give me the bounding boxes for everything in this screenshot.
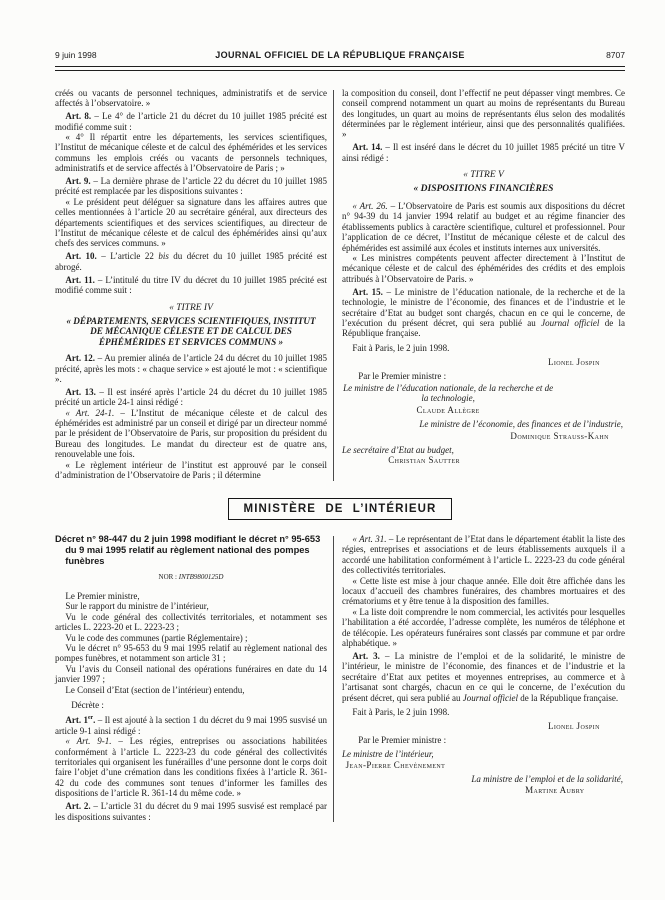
signatory-name: Claude Allègre [416, 404, 480, 415]
journal-title: JOURNAL OFFICIEL DE LA RÉPUBLIQUE FRANÇAISE [215, 50, 465, 60]
signatory-name: Martine Aubry [525, 785, 585, 796]
signatory-role: Le ministre de l’économie, des finances et de l’industrie, [419, 419, 623, 430]
fait-a-paris: Fait à Paris, le 2 juin 1998. [352, 706, 450, 717]
visa-paragraph: Vu le code des communes (partie Réglementaire) ; [65, 632, 248, 643]
article-24-1: « Art. 24-1. – L’Institut de mécanique céleste et de calcul des éphémérides est administré par un conseil et dirigé par un directeur nommé par le président de l’Observatoire de Paris, sur proposition du président du Bureau des longitudes. Le mandat du directeur est de quatre ans, renouvelable une fois. [55, 407, 327, 460]
bottom-section [55, 534, 625, 822]
article-9-1: « Art. 9-1. – Les régies, entreprises ou associations habilitées conformément à l’article L. 2223-23 du code général des collectivités territoriales qui organisent les funérailles d’une personne dont le corps doit faire l’objet d’une crémation dans les conditions fixées à l’article R. 361-42 du code des communes sont tenues d’informer les familles des dispositions de l’article R. 361-14 du même code. » [55, 736, 327, 799]
ministry-banner [228, 498, 453, 520]
body-paragraph: Sur le rapport du ministre de l’intérieur, [65, 601, 209, 612]
fait-a-paris: Fait à Paris, le 2 juin 1998. [352, 342, 450, 353]
signatory-name: Lionel Jospin [548, 721, 600, 732]
signatory-name: Dominique Strauss-Kahn [510, 430, 609, 441]
signatory-role: La ministre de l’emploi et de la solidarité, [471, 773, 623, 784]
premier-ministre-byline: Par le Premier ministre : [358, 370, 447, 381]
article-13: Art. 13. – Il est inséré après l’article 24 du décret du 10 juillet 1985 précité un article 24-1 ainsi rédigé : [55, 386, 327, 408]
article-14: Art. 14. – Il est inséré dans le décret du 10 juillet 1985 précité un titre V ainsi rédigé : [342, 142, 625, 163]
decrete-line: Décrète : [71, 700, 104, 710]
signatory-role: Le ministre de l’intérieur, [342, 749, 434, 760]
continuation-paragraph: la composition du conseil, dont l’effectif ne peut dépasser vingt membres. Ce conseil comprend notamment un quart au moins de représentants du Bureau des longitudes, un quart au moins de représentants élus selon des modalités déterminées par le règlement intérieur, ainsi que des personnalités qualifiées. » [342, 87, 625, 140]
page-number: 8707 [606, 50, 625, 60]
signatory-role: Le ministre de l’éducation nationale, de la recherche et de la technologie, [343, 382, 554, 404]
signatory-name: Jean-Pierre Chevènement [345, 759, 446, 770]
article-1: Art. 1er. – Il est ajouté à la section 1 du décret du 9 mai 1995 susvisé un article 9-1 ainsi rédigé : [55, 715, 327, 736]
article-2: Art. 2. – L’article 31 du décret du 9 mai 1995 susvisé est remplacé par les dispositions suivantes : [55, 801, 327, 822]
column-divider [333, 536, 334, 822]
quoted-paragraph: « Le président peut déléguer sa signature dans les affaires autres que celles mentionnées à l’article 20 au secrétaire général, aux directeurs des départements scientifiques et des services scientifiques, au directeur de l’Institut de mécanique céleste et de calcul des éphémérides ainsi qu’aux chefs des services communs. » [55, 196, 327, 249]
quoted-paragraph: « Les ministres compétents peuvent affecter directement à l’Institut de mécanique céleste et de calcul des éphémérides des crédits et des emplois attribués à l’Observatoire de Paris. » [342, 252, 625, 284]
body-paragraph: Le Premier ministre, [65, 590, 140, 601]
signatory-role: Le secrétaire d’Etat au budget, [342, 444, 454, 455]
top-right-column [342, 88, 625, 481]
visa-paragraph: Vu le code général des collectivités territoriales, et notamment ses articles L. 2223-20 et L. 2223-23 ; [55, 611, 327, 633]
article-26: « Art. 26. – L’Observatoire de Paris est soumis aux dispositions du décret n° 94-39 du 14 janvier 1994 relatif au budget et au régime financier des établissements publics à caractère scientifique, culturel et professionnel. Pour l’application de ce décret, l’Institut de mécanique céleste et de calcul des éphémérides est assimilé aux écoles et instituts internes aux universités. [342, 200, 625, 253]
bottom-right-column [342, 534, 625, 822]
column-divider [333, 90, 334, 481]
decree-heading: Décret n° 98-447 du 2 juin 1998 modifiant le décret n° 95-653 du 9 mai 1995 relatif au règlement national des pompes funèbres [55, 533, 321, 567]
premier-ministre-byline: Par le Premier ministre : [358, 734, 447, 745]
titre-v-subtitle: « DISPOSITIONS FINANCIÈRES [413, 183, 554, 194]
signatory-name: Lionel Jospin [548, 357, 600, 368]
article-3: Art. 3. – La ministre de l’emploi et de la solidarité, le ministre de l’intérieur, le ministre de l’économie, des finances et de l’industrie et la secrétaire d’Etat aux petites et moyennes entreprises, au commerce et à l’artisanat sont chargés, chacun en ce qui le concerne, de l’exécution du présent décret, qui sera publié au Journal officiel de la République française. [342, 650, 625, 703]
ministry-banner-label: MINISTÈRE DE L’INTÉRIEUR [243, 502, 437, 515]
article-15: Art. 15. – Le ministre de l’éducation nationale, de la recherche et de la technologie, le ministre de l’économie, des finances et de l’industrie et le secrétaire d’Etat au budget sont chargés, chacun en ce qui le concerne, de l’exécution du présent décret, qui sera publié au Journal officiel de la République française. [342, 286, 625, 339]
continuation-paragraph: créés ou vacants de personnel techniques, administratifs et de service affectés à l’observatoire. » [55, 87, 327, 109]
nor-line: NOR : INTB9800125D [158, 572, 224, 581]
top-section [55, 88, 625, 481]
visa-paragraph: Vu le décret n° 95-653 du 9 mai 1995 relatif au règlement national des pompes funèbres, et notamment son article 31 ; [55, 642, 327, 664]
visa-paragraph: Le Conseil d’Etat (section de l’intérieur) entendu, [65, 684, 245, 695]
article-31: « Art. 31. – Le représentant de l’Etat dans le département établit la liste des régies, entreprises et associations et de leurs établissements auxquels il a accordé une habilitation conformément à l’article L. 2223-23 du code général des collectivités territoriales. [342, 533, 626, 576]
page-header [55, 50, 625, 60]
article-9: Art. 9. – La dernière phrase de l’article 22 du décret du 10 juillet 1985 précité est remplacée par les dispositions suivantes : [55, 176, 327, 197]
ministry-banner-row [55, 498, 625, 520]
article-11: Art. 11. – L’intitulé du titre IV du décret du 10 juillet 1985 précité est modifié comme suit : [55, 274, 327, 296]
titre-iv-heading: « TITRE IV [169, 302, 213, 313]
header-date: 9 juin 1998 [55, 50, 97, 60]
titre-v-heading: « TITRE V [463, 170, 504, 181]
titre-iv-subtitle: « DÉPARTEMENTS, SERVICES SCIENTIFIQUES, INSTITUT DE MÉCANIQUE CÉLESTE ET DE CALCUL DES ÉPHÉMÉRIDES ET SERVICES COMMUNS » [66, 315, 316, 347]
header-rule [55, 66, 625, 70]
signatory-name: Christian Sautter [388, 455, 460, 466]
quoted-paragraph: « Cette liste est mise à jour chaque année. Elle doit être affichée dans les locaux d’accueil des chambres funéraires, des chambres mortuaires et des crématoriums et y être tenue à la disposition des familles. [342, 575, 625, 607]
quoted-paragraph: « La liste doit comprendre le nom commercial, les activités pour lesquelles l’habilitation a été accordée, l’adresse complète, les numéros de téléphone et de télécopie. Les opérateurs funéraires sont classés par commune et par ordre alphabétique. » [342, 606, 625, 648]
article-8: Art. 8. – Le 4° de l’article 21 du décret du 10 juillet 1985 précité est modifié comme suit : [55, 111, 327, 132]
quoted-paragraph: « Le règlement intérieur de l’institut est approuvé par le conseil d’administration de l’Observatoire de Paris ; il détermine [55, 459, 327, 481]
bottom-left-column [55, 534, 327, 822]
visa-paragraph: Vu l’avis du Conseil national des opérations funéraires en date du 14 janvier 1997 ; [55, 663, 327, 685]
quoted-paragraph: « 4° Il répartit entre les départements, les services scientifiques, l’Institut de mécanique céleste et de calcul des éphémérides et les services communs les emplois créés ou vacants de personnels techniques, administratifs et de service affectés à l’Observatoire de Paris ; » [55, 131, 327, 174]
top-left-column [55, 88, 327, 481]
article-12: Art. 12. – Au premier alinéa de l’article 24 du décret du 10 juillet 1985 précité, après les mots : « chaque service » est ajouté le mot : « scientifique ». [55, 353, 327, 384]
article-10: Art. 10. – L’article 22 bis du décret du 10 juillet 1985 précité est abrogé. [55, 251, 328, 272]
